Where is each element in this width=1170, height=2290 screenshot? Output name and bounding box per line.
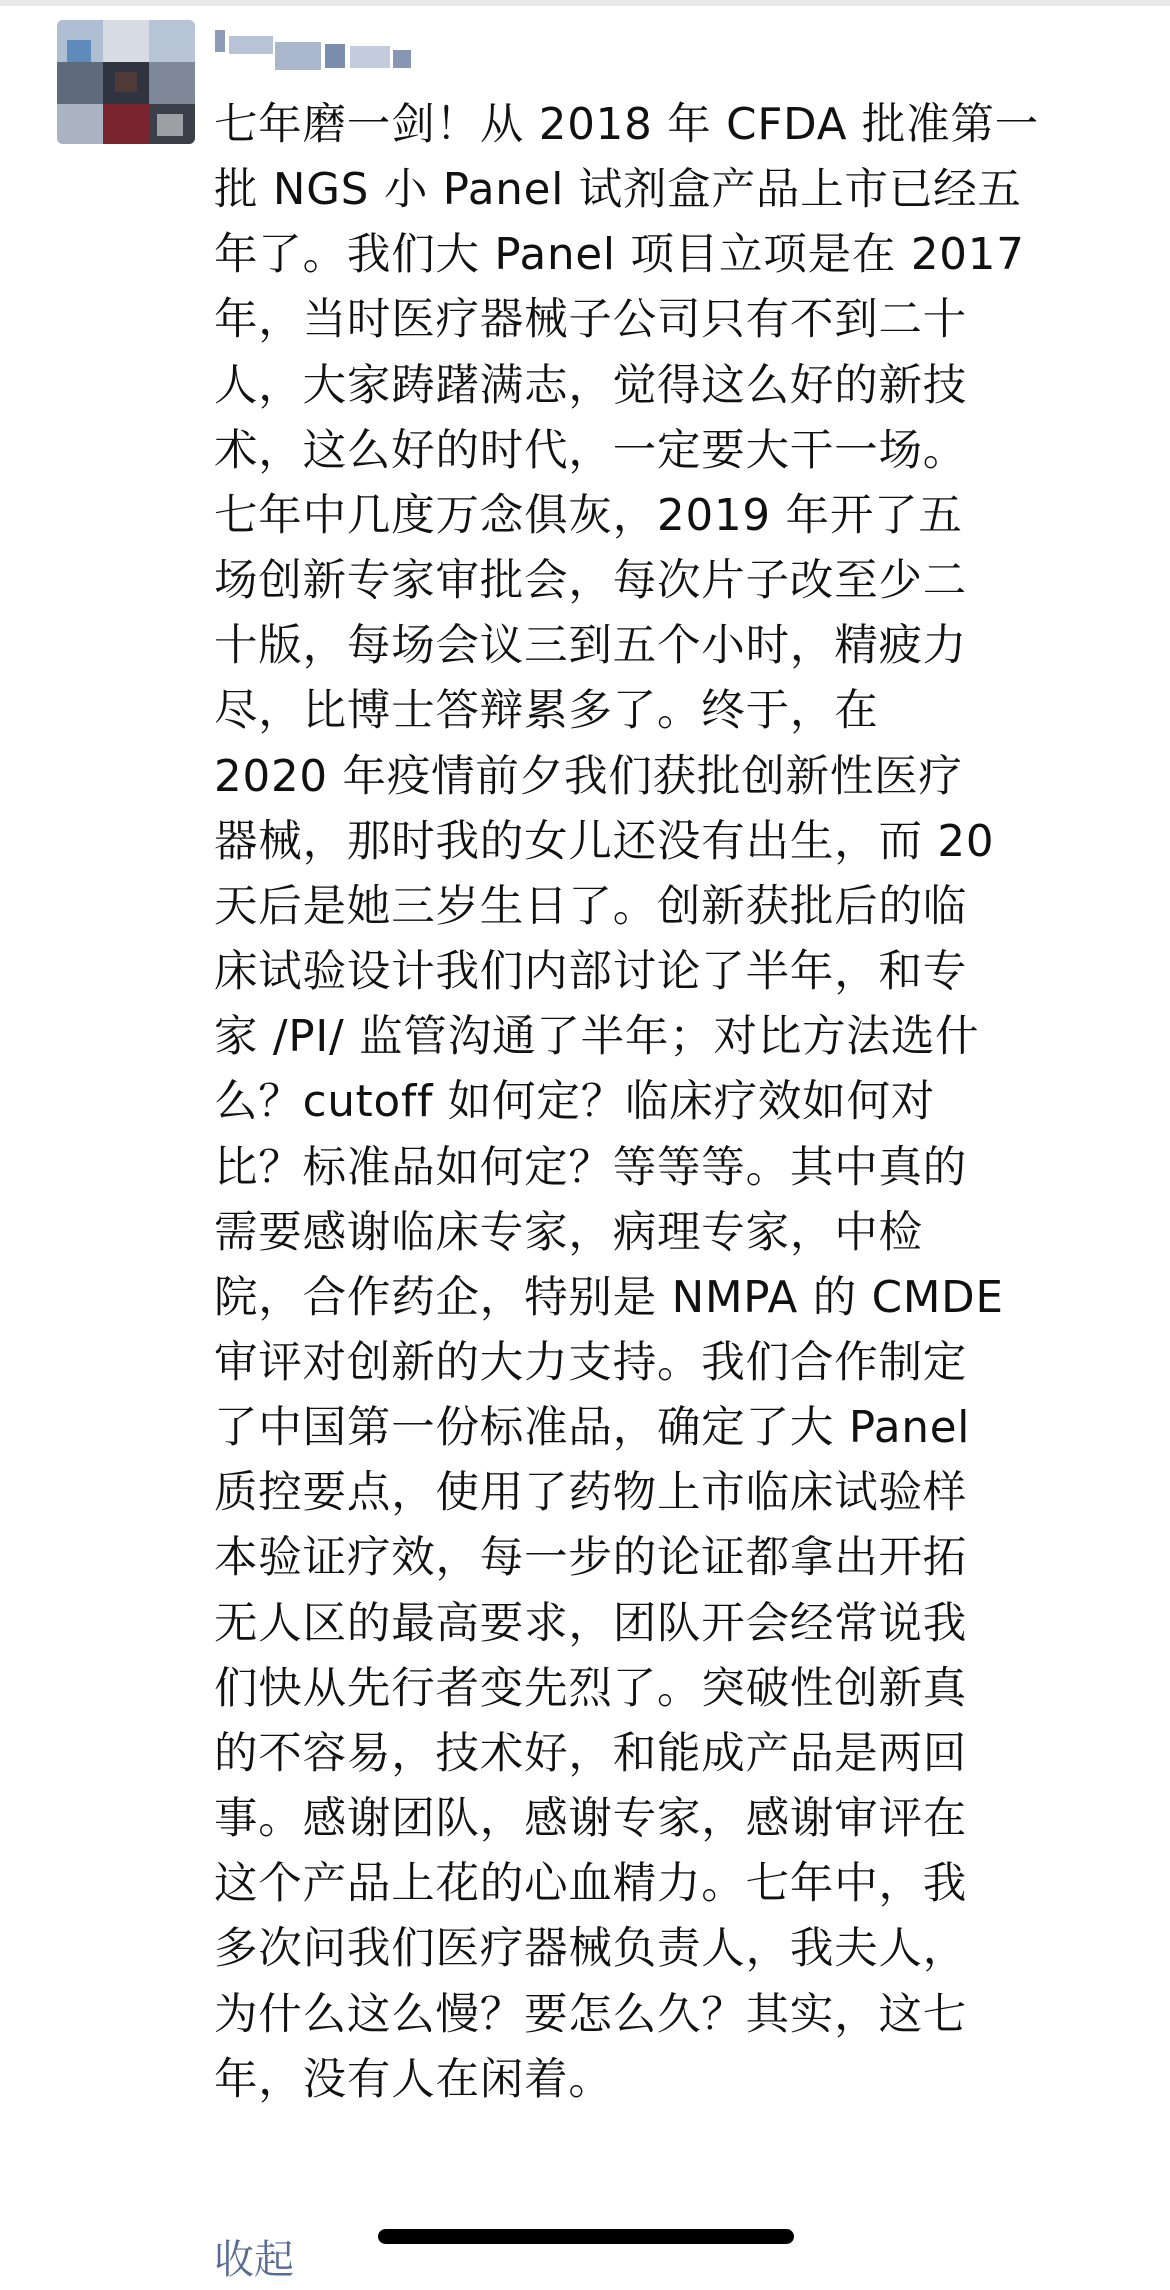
home-indicator — [378, 2229, 794, 2244]
avatar[interactable] — [57, 20, 195, 144]
username-blurred[interactable] — [215, 24, 515, 84]
blurred-name-image — [215, 24, 515, 84]
collapse-link[interactable]: 收起 — [214, 2237, 294, 2283]
top-edge — [0, 0, 1170, 6]
avatar-image — [57, 20, 195, 144]
post-body-text: 七年磨一剑！从 2018 年 CFDA 批准第一 批 NGS 小 Panel 试剂盒产品上市已经五 年了。我们大 Panel 项目立项是在 2017 年，当时医疗器械子公司只有不到二十 人，大家踌躇满志，觉得这么好的新技 术，这么好的时代，一定要大干一场。 七年中几度万念俱灰，2019 年开了五 场创新专家审批会，每次片子改至少二 十版，每场会议三到五个小时，精疲力 尽，比博士答辩累多了。终于，在 2020 年疫情前夕我们获批创新性医疗 器械，那时我的女儿还没有出生，而 20 天后是她三岁生日了。创新获批后的临 床试验设计我们内部讨论了半年，和专 家 /PI/ 监管沟通了半年；对比方法选什 么？cutoff 如何定？临床疗效如何对 比？标准品如何定？等等等。其中真的 需要感谢临床专家，病理专家，中检 院，合作药企，特别是 NMPA 的 CMDE 审评对创新的大力支持。我们合作制定 了中国第一份标准品，确定了大 Panel 质控要点，使用了药物上市临床试验样 本验证疗效，每一步的论证都拿出开拓 无人区的最高要求，团队开会经常说我 们快从先行者变先烈了。突破性创新真 的不容易，技术好，和能成产品是两回 事。感谢团队，感谢专家，感谢审评在 这个产品上花的心血精力。七年中，我 多次问我们医疗器械负责人，我夫人， 为什么这么慢？要怎么久？其实，这七 年，没有人在闲着。 — [214, 100, 1040, 2105]
